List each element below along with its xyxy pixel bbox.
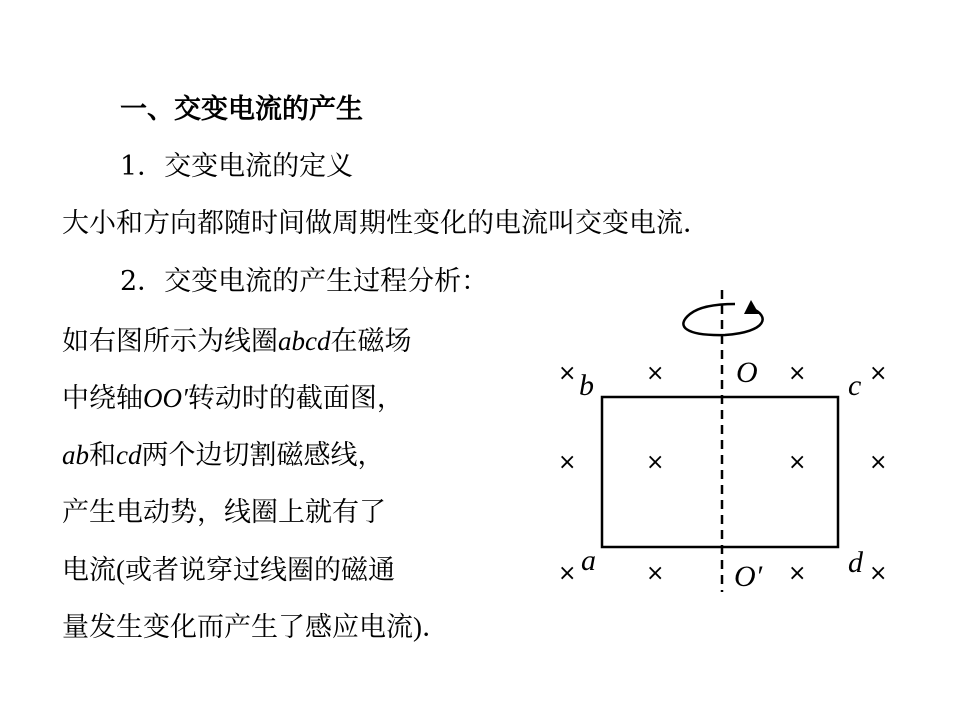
explanation-line-5 xyxy=(62,553,395,588)
text-fragment: 转动时的截面图， xyxy=(187,383,404,414)
label-b: b xyxy=(579,369,594,402)
edge-cd: cd xyxy=(116,440,142,470)
explanation-line-1 xyxy=(62,324,411,359)
text-fragment: 和 xyxy=(89,440,116,471)
text-fragment: 电流 xyxy=(62,555,116,586)
text-fragment: 中绕轴 xyxy=(62,383,143,414)
section1-title: 1．交变电流的定义 xyxy=(120,151,354,182)
explanation-line-3 xyxy=(62,438,384,473)
arrowhead-icon xyxy=(744,300,759,314)
field-cross-icon: × xyxy=(869,450,888,475)
edge-ab: ab xyxy=(62,440,89,470)
open-paren: ( xyxy=(116,555,125,585)
field-cross-icon: × xyxy=(646,361,665,386)
field-cross-icon: × xyxy=(788,561,807,586)
field-cross-icon: × xyxy=(646,450,665,475)
label-d: d xyxy=(848,546,863,579)
field-cross-icon: × xyxy=(558,561,577,586)
text-fragment: 或者说穿过线圈的磁通 xyxy=(125,555,395,586)
text-fragment: 两个边切割磁感线， xyxy=(141,440,385,471)
explanation-line-4: 产生电动势，线圈上就有了 xyxy=(62,497,386,528)
field-cross-icon: × xyxy=(788,450,807,475)
text-fragment: ． xyxy=(422,612,449,643)
field-cross-icon: × xyxy=(788,361,807,386)
section2-title: 2．交变电流的产生过程分析： xyxy=(120,266,489,297)
coil-name: abcd xyxy=(278,326,331,356)
axis-name: OO′ xyxy=(143,383,188,413)
text-fragment: 如右图所示为线圈 xyxy=(62,326,278,357)
explanation-line-2 xyxy=(62,381,404,416)
section-heading: 一、交变电流的产生 xyxy=(120,94,363,125)
explanation-line-6 xyxy=(62,610,449,645)
field-cross-icon: × xyxy=(869,561,888,586)
label-c: c xyxy=(848,369,862,402)
label-O-prime: O′ xyxy=(734,560,763,593)
rotating-coil-diagram xyxy=(545,290,895,600)
field-cross-icon: × xyxy=(869,361,888,386)
definition-text: 大小和方向都随时间做周期性变化的电流叫交变电流． xyxy=(62,208,710,239)
label-O: O xyxy=(736,356,758,389)
label-a: a xyxy=(581,544,596,577)
text-fragment: 在磁场 xyxy=(330,326,412,357)
field-cross-icon: × xyxy=(558,450,577,475)
field-cross-icon: × xyxy=(646,561,665,586)
field-cross-icon: × xyxy=(558,361,577,386)
text-fragment: 量发生变化而产生了感应电流 xyxy=(62,612,413,643)
close-paren: ) xyxy=(413,612,422,642)
